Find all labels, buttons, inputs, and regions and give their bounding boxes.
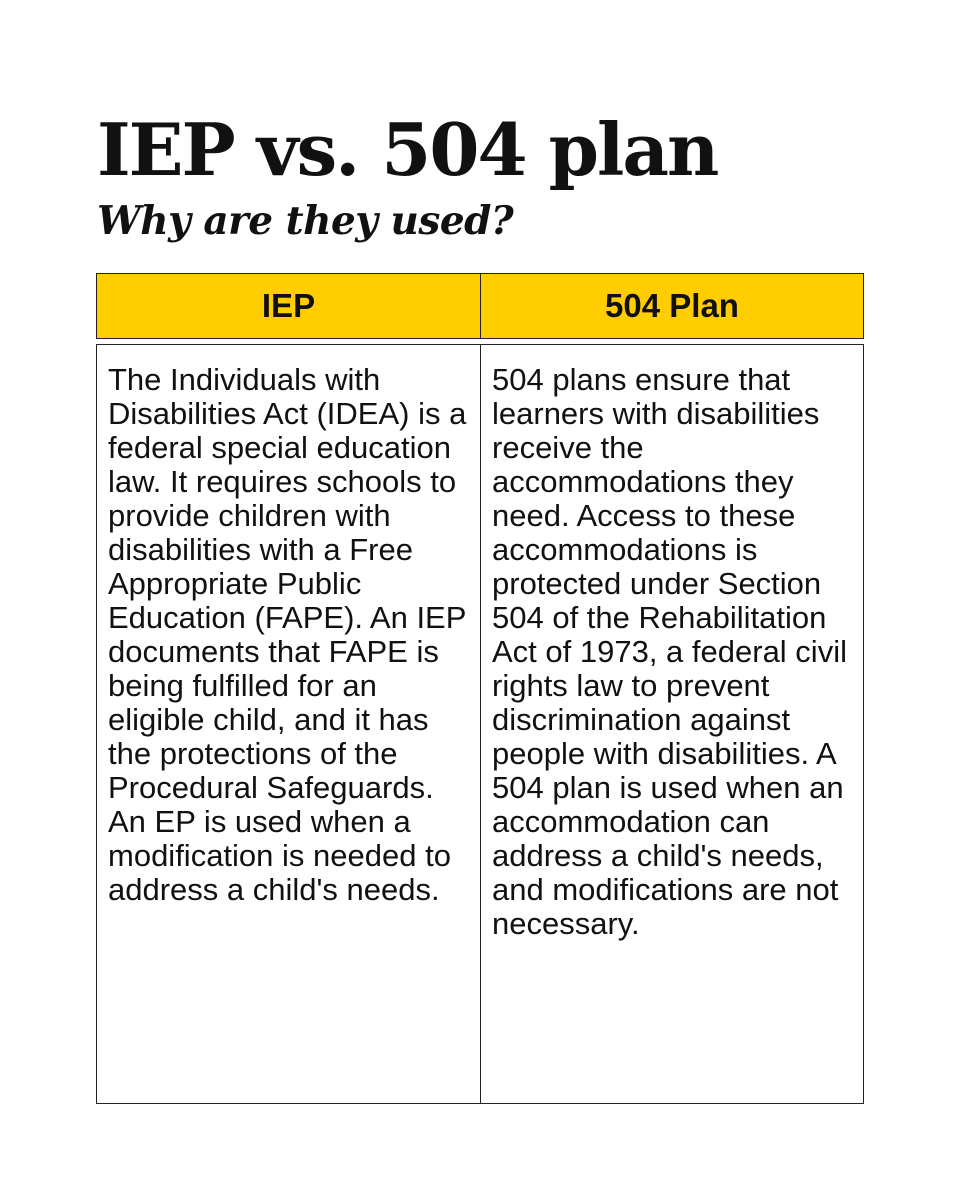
table-cell-504-plan-description: 504 plans ensure that learners with disabilities receive the accommodations they need. Access to these accommodations is protected under Section 504 of the Rehabilitation Act of 1973, a federal civil rights law to prevent discrimination against people with disabilities. A 504 plan is used when an accommodation can address a child's needs, and modifications are not necessary. [480, 344, 864, 1104]
page-title: IEP vs. 504 plan [97, 107, 718, 192]
table-header-iep: IEP [96, 273, 481, 339]
page-subtitle: Why are they used? [97, 198, 514, 244]
table-cell-iep-description: The Individuals with Disabilities Act (IDEA) is a federal special education law. It requires schools to provide children with disabilities with a Free Appropriate Public Education (FAPE). An IEP documents that FAPE is being fulfilled for an eligible child, and it has the protections of the Procedural Safeguards. An EP is used when a modification is needed to address a child's needs. [96, 344, 481, 1104]
table-header-504-plan: 504 Plan [480, 273, 864, 339]
